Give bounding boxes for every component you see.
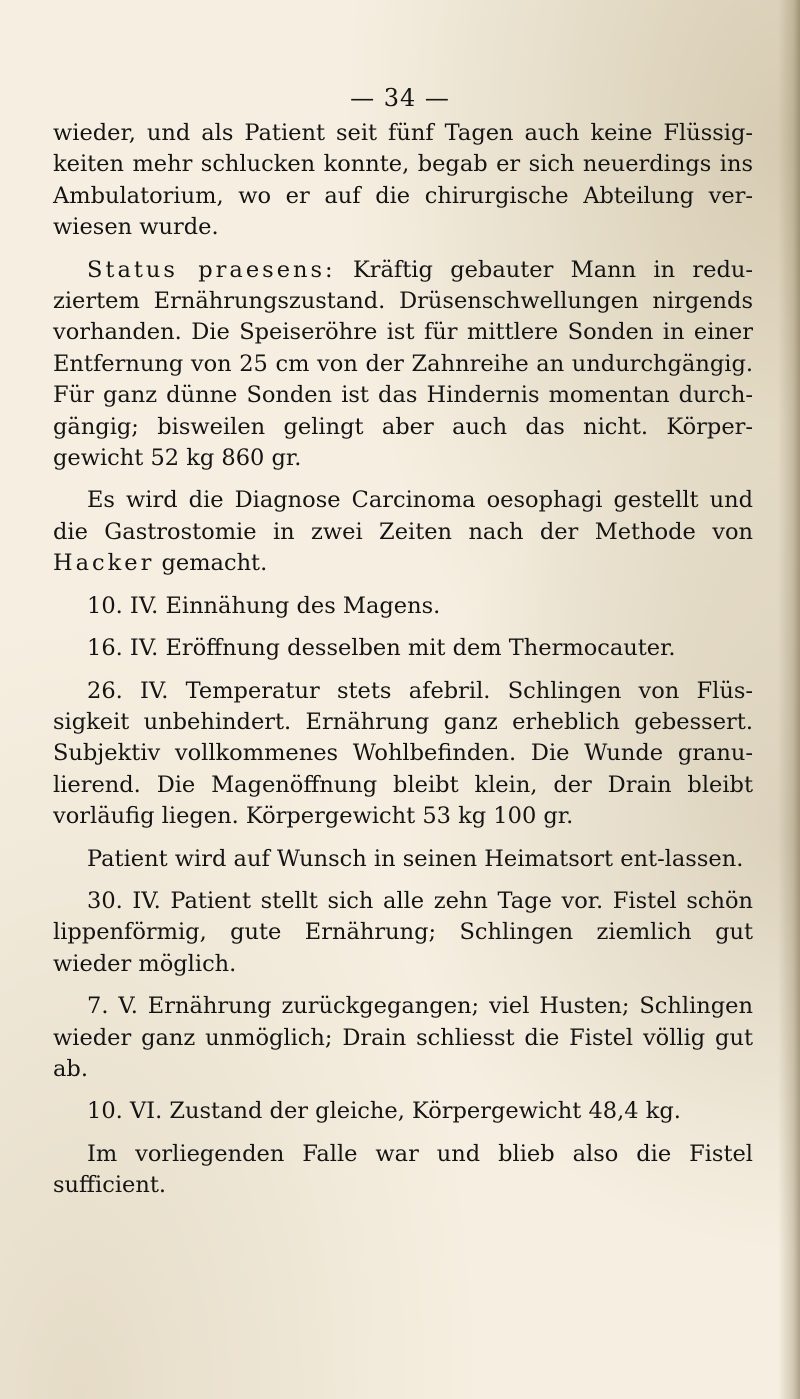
paragraph-text: 16. IV. Eröffnung desselben mit dem Thermocauter. bbox=[87, 635, 676, 662]
paragraph-text: 10. IV. Einnähung des Magens. bbox=[87, 592, 441, 619]
paragraph-text: 30. IV. Patient stellt sich alle zehn Tage vor. Fistel schön lippenförmig, gute Ernährung; Schlingen ziemlich gut wieder möglich. bbox=[53, 887, 753, 977]
entry-7-v bbox=[53, 991, 753, 1085]
entry-16-iv bbox=[53, 633, 753, 664]
status-praesens-heading: Status praesens: bbox=[87, 256, 336, 283]
paragraph-text: 7. V. Ernährung zurückgegangen; viel Husten; Schlingen wieder ganz unmöglich; Drain schliesst die Fistel völlig gut ab. bbox=[53, 993, 753, 1082]
paragraph-text: gemacht. bbox=[154, 550, 268, 577]
author-name: Hacker bbox=[53, 550, 155, 577]
paragraph-text: Patient wird auf Wunsch in seinen Heimatsort ent-lassen. bbox=[87, 845, 744, 872]
paragraph-text: Im vorliegenden Falle war und blieb also die Fistel sufficient. bbox=[53, 1140, 753, 1199]
paragraph bbox=[53, 118, 753, 244]
paragraph-diagnosis bbox=[53, 485, 753, 579]
paragraph-text: wieder, und als Patient seit fünf Tagen auch keine Flüssig-keiten mehr schlucken konnte, begab er sich neuerdings ins Ambulatorium, wo er auf die chirurgische Abteilung ver-wiesen wurde. bbox=[53, 120, 753, 241]
page-number: — 34 — bbox=[350, 84, 450, 112]
entry-10-vi bbox=[53, 1096, 753, 1127]
page-edge-shadow bbox=[778, 0, 800, 1399]
paragraph-discharge bbox=[53, 844, 753, 875]
body-text bbox=[53, 118, 753, 1213]
paragraph-text: Es wird die Diagnose Carcinoma oesophagi gestellt und die Gastrostomie in zwei Zeiten nach der Methode von bbox=[53, 487, 753, 545]
paragraph-status-praesens bbox=[53, 255, 753, 475]
paragraph-conclusion bbox=[53, 1139, 753, 1202]
entry-10-iv bbox=[53, 591, 753, 622]
entry-26-iv bbox=[53, 676, 753, 833]
paragraph-text: Kräftig gebauter Mann in redu-ziertem Ernährungszustand. Drüsenschwellungen nirgends vorhanden. Die Speiseröhre ist für mittlere Sonden in einer Entfernung von 25 cm von der Zahnreihe an undurchgängig. Für ganz dünne Sonden ist das Hindernis momentan durch-gängig; bisweilen gelingt aber auch das nicht. Körper-gewicht 52 kg 860 gr. bbox=[53, 256, 753, 472]
paragraph-text: 26. IV. Temperatur stets afebril. Schlingen von Flüs-sigkeit unbehindert. Ernährung ganz erheblich gebessert. Subjektiv vollkommenes Wohlbefinden. Die Wunde granu-lierend. Die Magenöffnung bleibt klein, der Drain bleibt vorläufig liegen. Körpergewicht 53 kg 100 gr. bbox=[53, 677, 753, 830]
paragraph-text: 10. VI. Zustand der gleiche, Körpergewicht 48,4 kg. bbox=[87, 1098, 681, 1125]
entry-30-iv bbox=[53, 886, 753, 980]
